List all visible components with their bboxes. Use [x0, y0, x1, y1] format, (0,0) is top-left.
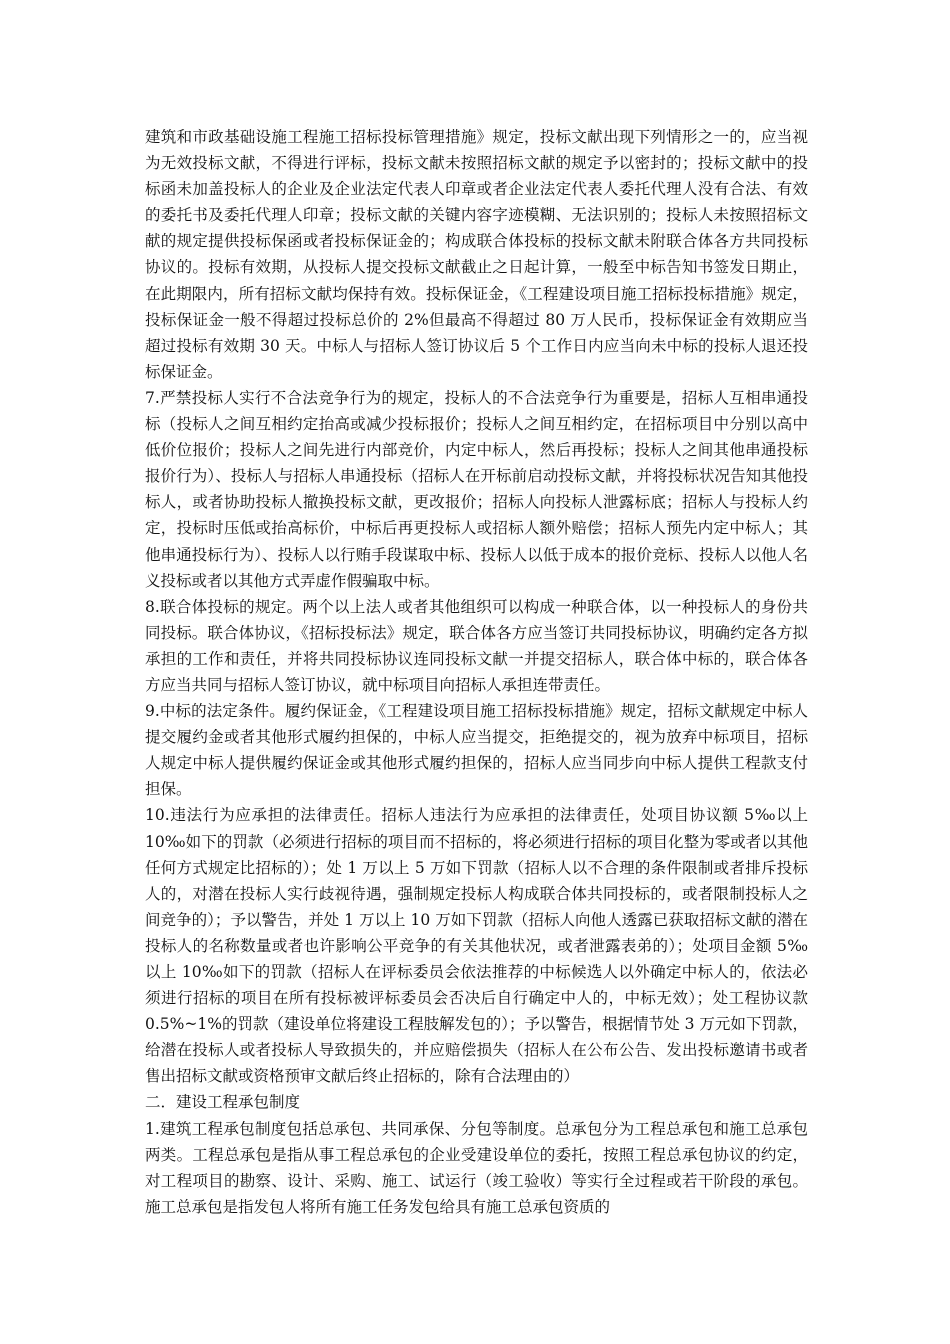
paragraph-8-joint-bidding: 8.联合体投标的规定。两个以上法人或者其他组织可以构成一种联合体，以一种投标人的身份共同投标。联合体协议，《招标投标法》规定，联合体各方应当签订共同投标协议，明确约定各方拟承担的工作和责任，并将共同投标协议连同投标文献一并提交招标人，联合体中标的，联合体各方应当共同与招标人签订协议，就中标项目向招标人承担连带责任。: [145, 597, 808, 694]
paragraph-bid-invalid: 建筑和市政基础设施工程施工招标投标管理措施》规定，投标文献出现下列情形之一的，应当视为无效投标文献，不得进行评标，投标文献未按照招标文献的规定予以密封的；投标文献中的投标函未加盖投标人的企业及企业法定代表人印章或者企业法定代表人委托代理人没有合法、有效的委托书及委托代理人印章；投标文献的关键内容字迹模糊、无法识别的；投标人未按照招标文献的规定提供投标保函或者投标保证金的；构成联合体投标的投标文献未附联合体各方共同投标协议的。投标有效期，从投标人提交投标文献截止之日起计算，一般至中标告知书签发日期止，在此期限内，所有招标文献均保持有效。投标保证金，《工程建设项目施工招标投标措施》规定，投标保证金一般不得超过投标总价的 2%但最高不得超过 80 万人民币，投标保证金有效期应当超过投标有效期 30 天。中标人与招标人签订协议后 5 个工作日内应当向未中标的投标人退还投标保证金。: [145, 128, 808, 381]
document-page: [145, 124, 808, 1220]
paragraph-1-contracting-types: 1.建筑工程承包制度包括总承包、共同承保、分包等制度。总承包分为工程总承包和施工总承包两类。工程总承包是指从事工程总承包的企业受建设单位的委托，按照工程总承包协议的约定，对工程项目的勘察、设计、采购、施工、试运行（竣工验收）等实行全过程或若干阶段的承包。施工总承包是指发包人将所有施工任务发包给具有施工总承包资质的: [145, 1119, 808, 1216]
paragraph-7-unfair-competition: 7.严禁投标人实行不合法竞争行为的规定，投标人的不合法竞争行为重要是，招标人互相串通投标（投标人之间互相约定抬高或减少投标报价；投标人之间互相约定，在招标项目中分别以高中低价位报价；投标人之间先进行内部竞价，内定中标人，然后再投标；投标人之间其他串通投标报价行为）、投标人与招标人串通投标（招标人在开标前启动投标文献，并将投标状况告知其他投标人，或者协助投标人撤换投标文献，更改报价；招标人向投标人泄露标底；招标人与投标人约定，投标时压低或抬高标价，中标后再更投标人或招标人额外赔偿；招标人预先内定中标人；其他串通投标行为）、投标人以行贿手段谋取中标、投标人以低于成本的报价竞标、投标人以他人名义投标或者以其他方式弄虚作假骗取中标。: [145, 388, 808, 590]
section-heading-contracting-system: 二．建设工程承包制度: [145, 1093, 301, 1112]
paragraph-10-legal-liability: 10.违法行为应承担的法律责任。招标人违法行为应承担的法律责任，处项目协议额 5‰以上 10‰如下的罚款（必须进行招标的项目而不招标的，将必须进行招标的项目化整为零或者以其他任何方式规定比招标的）；处 1 万以上 5 万如下罚款（招标人以不合理的条件限制或者排斥投标人的，对潜在投标人实行歧视待遇，强制规定投标人构成联合体共同投标的，或者限制投标人之间竞争的）；予以警告，并处 1 万以上 10 万如下罚款（招标人向他人透露已获取招标文献的潜在投标人的名称数量或者也许影响公平竞争的有关其他状况，或者泄露表弟的）；处项目金额 5‰以上 10‰如下的罚款（招标人在评标委员会依法推荐的中标候选人以外确定中标人的，依法必须进行招标的项目在所有投标被评标委员会否决后自行确定中人的，中标无效）；处工程协议款 0.5%~1%的罚款（建设单位将建设工程肢解发包的）；予以警告，根据情节处 3 万元如下罚款，给潜在投标人或者投标人导致损失的，并应赔偿损失（招标人在公布公告、发出投标邀请书或者售出招标文献或资格预审文献后终止招标的，除有合法理由的）: [145, 806, 808, 1086]
paragraph-9-award-conditions: 9.中标的法定条件。履约保证金，《工程建设项目施工招标投标措施》规定，招标文献规定中标人提交履约金或者其他形式履约担保的，中标人应当提交，拒绝提交的，视为放弃中标项目，招标人规定中标人提供履约保证金或其他形式履约担保的，招标人应当同步向中标人提供工程款支付担保。: [145, 702, 808, 799]
